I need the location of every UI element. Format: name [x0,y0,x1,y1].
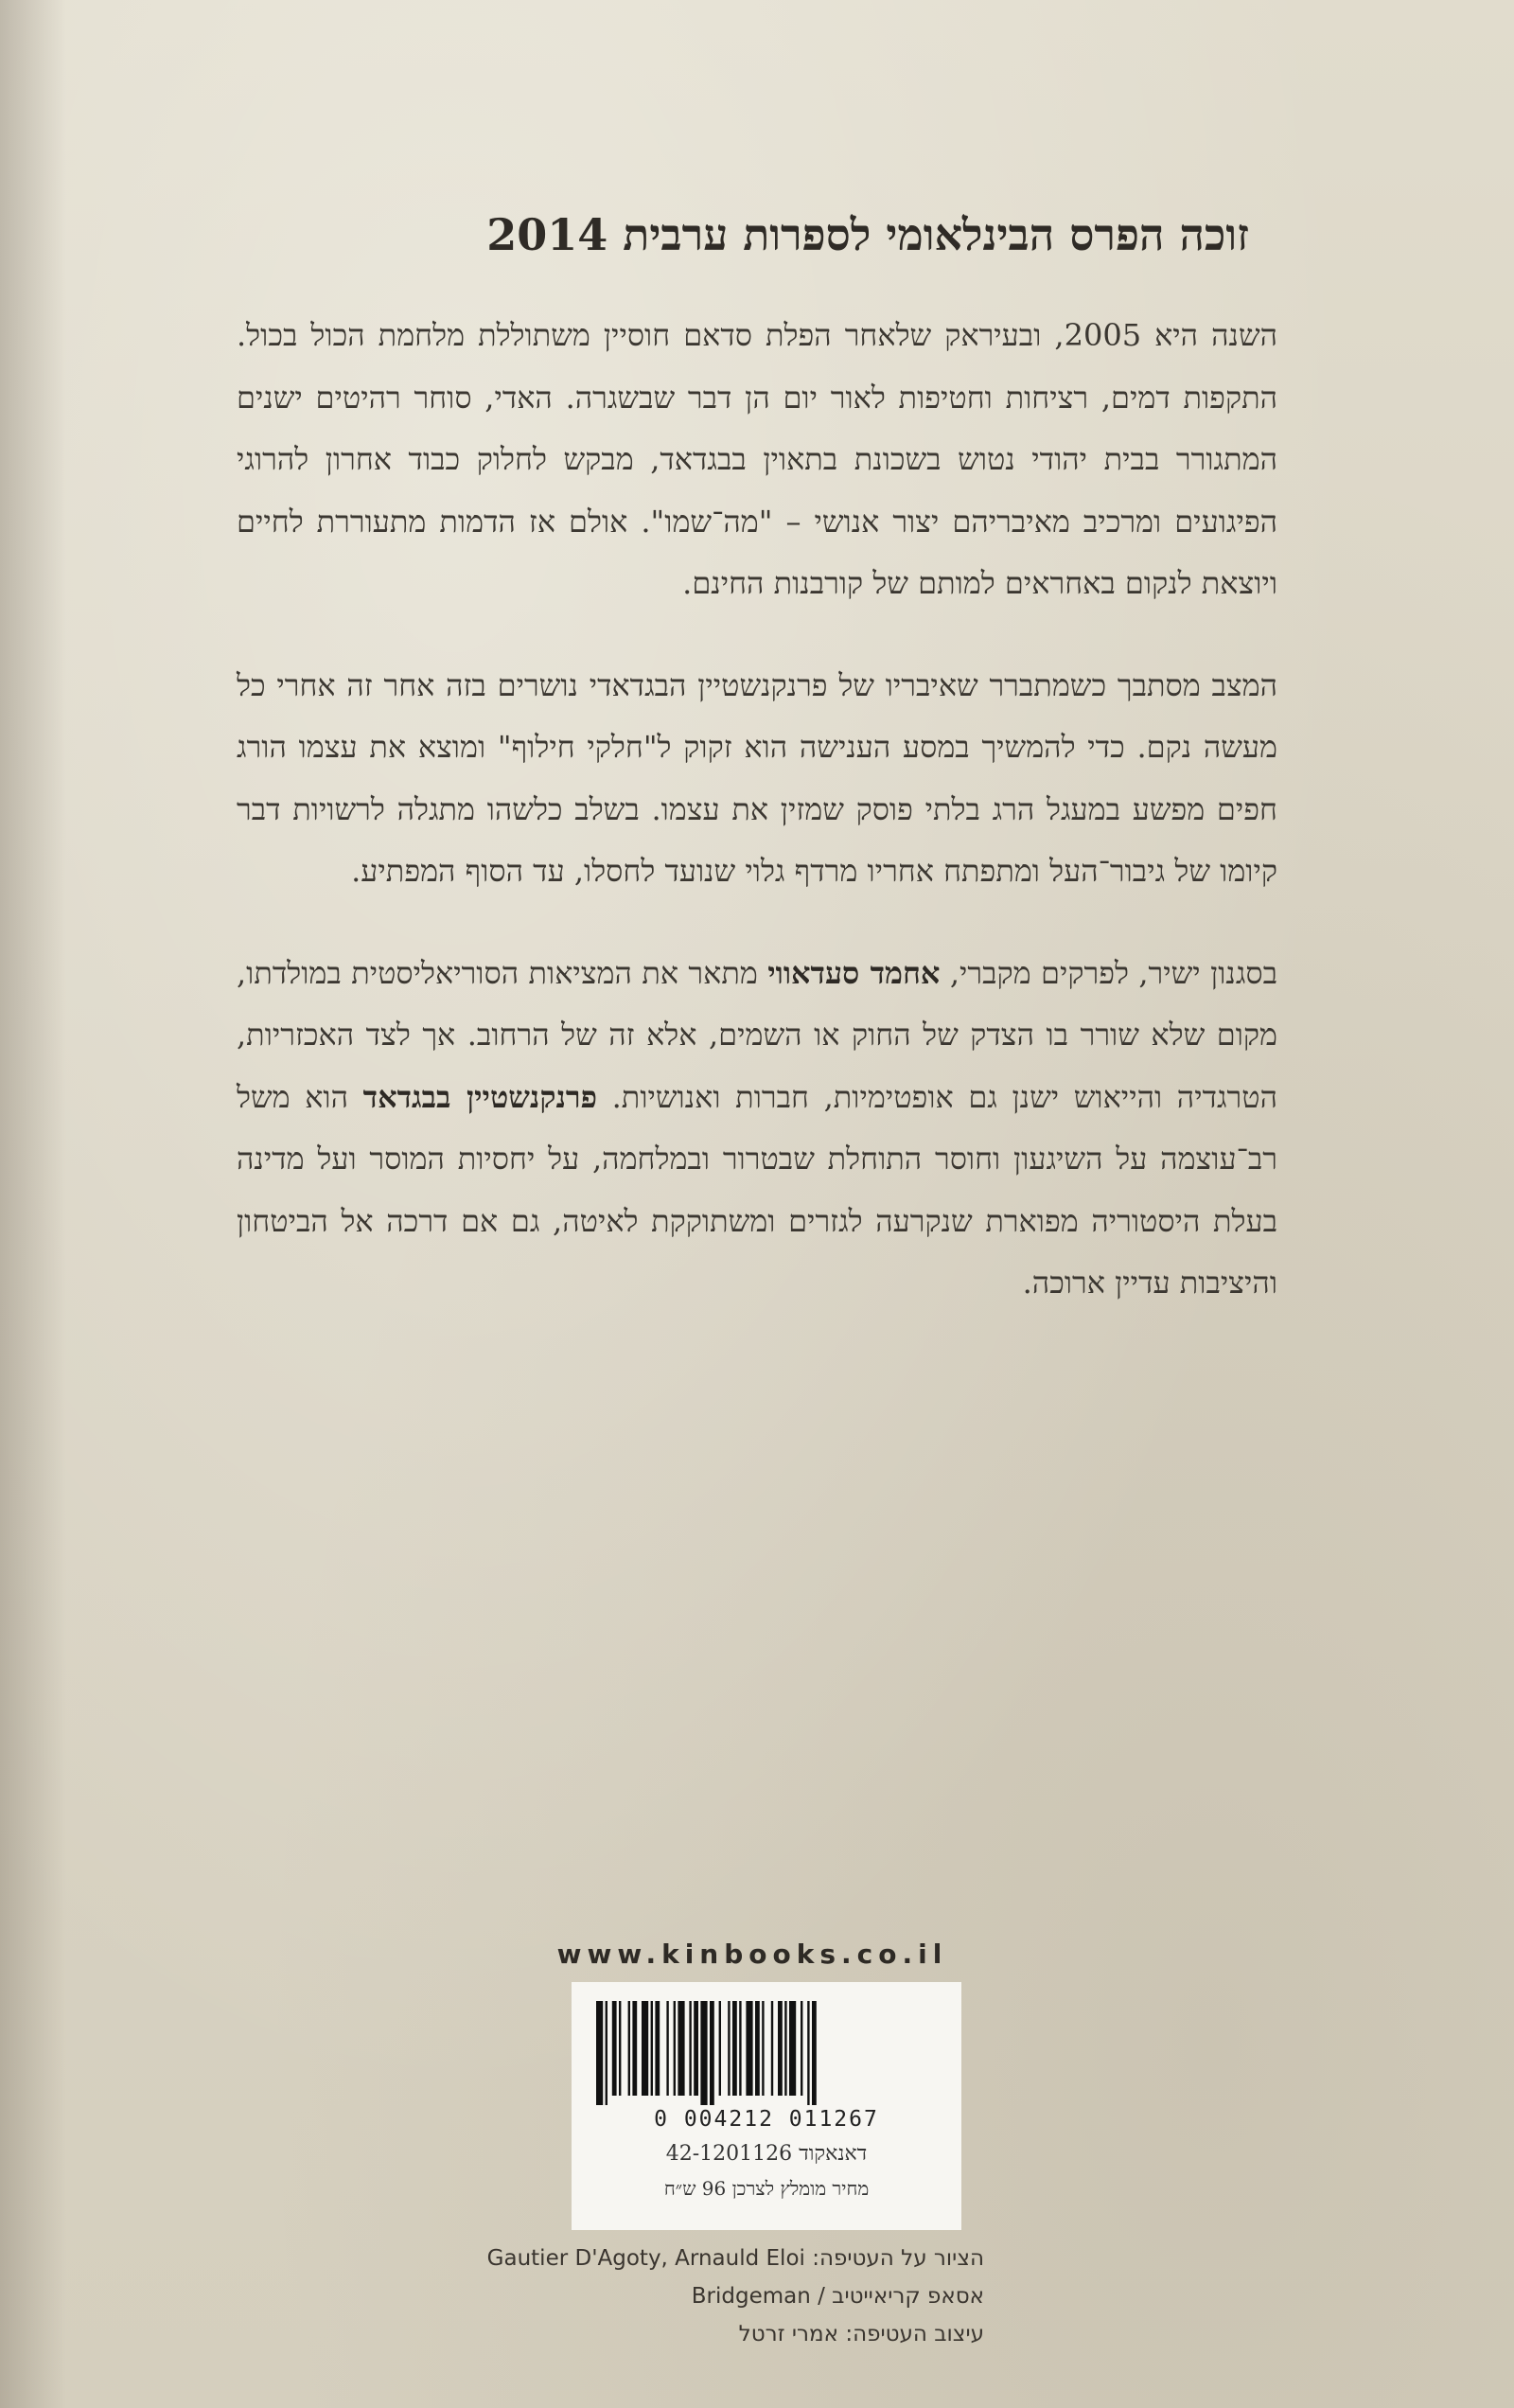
credit-illustration: הציור על העטיפה: Gautier D'Agoty, Arnauld Eloi [486,2246,984,2271]
spine-shadow [0,0,66,2408]
danacode: דאנאקוד 42-1201126 [665,2142,868,2166]
barcode-sticker [572,1982,961,2230]
blurb-paragraph-3 [237,943,1277,1315]
publisher-website: www.kinbooks.co.il [556,1939,948,1970]
cover-credits [322,2240,984,2353]
paragraph-3-end: הוא משל רב־עוצמה על השיגעון וחוסר התוחלת שבטרור ובמלחמה, על יחסיות המוסר ועל מדינה בעלת היסטוריה מפוארת שנקרעה לגזרים ומשתוקקת לאיטה, גם אם דרכה אל הביטחון והיציבות עדיין ארוכה. [237,1078,1277,1301]
book-title: פרנקנשטיין בבגדאד [362,1078,597,1115]
barcode-number: 0 004212 011267 [654,2107,879,2132]
author-name: אחמד סעדאווי [767,954,941,991]
paragraph-3-middle: מתאר את המציאות הסוריאליסטית במולדתו, מקום שלא שורר בו הצדק של החוק או השמים, אלא זה של הרחוב. אך לצד האכזריות, הטרגדיה והייאוש ישנן גם אופטימיות, חברות ואנושיות. [237,954,1278,1115]
paragraph-3-intro: בסגנון ישיר, לפרקים מקברי, [940,954,1278,991]
credit-design: עיצוב העטיפה: אמרי זרטל [738,2322,984,2346]
award-headline: זוכה הפרס הבינלאומי לספרות ערבית 2014 [486,209,1249,260]
blurb-text [237,305,1277,1354]
blurb-paragraph-1: השנה היא 2005, ובעיראק שלאחר הפלת סדאם חוסיין משתוללת מלחמת הכול בכול. התקפות דמים, רציחות וחטיפות לאור יום הן דבר שבשגרה. האדי, סוחר רהיטים ישנים המתגורר בבית יהודי נטוש בשכונת בתאוין בבגדאד, מבקש לחלוק כבוד אחרון להרוגי הפיגועים ומרכיב מאיבריהם יצור אנושי – "מה־שמו". אולם אז הדמות מתעוררת לחיים ויוצאת לנקום באחראים למותם של קורבנות החינם. [237,317,1278,601]
recommended-price: מחיר מומלץ לצרכן 96 ש״ח [663,2177,870,2200]
credit-agency: אסאפ קריאייטיב / Bridgeman [691,2284,984,2309]
barcode-icon [590,2001,942,2105]
blurb-paragraph-2: המצב מסתבך כשמתברר שאיבריו של פרנקנשטיין הבגדאדי נושרים בזה אחר זה אחרי כל מעשה נקם. כדי להמשיך במסע הענישה הוא זקוק ל"חלקי חילוף" ומוצא את עצמו הורג חפים מפשע במעגל הרג בלתי פוסק שמזין את עצמו. בשלב כלשהו מתגלה לרשויות דבר קיומו של גיבור־העל ומתפתח אחריו מרדף גלוי שנועד לחסלו, עד הסוף המפתיע. [237,666,1277,889]
